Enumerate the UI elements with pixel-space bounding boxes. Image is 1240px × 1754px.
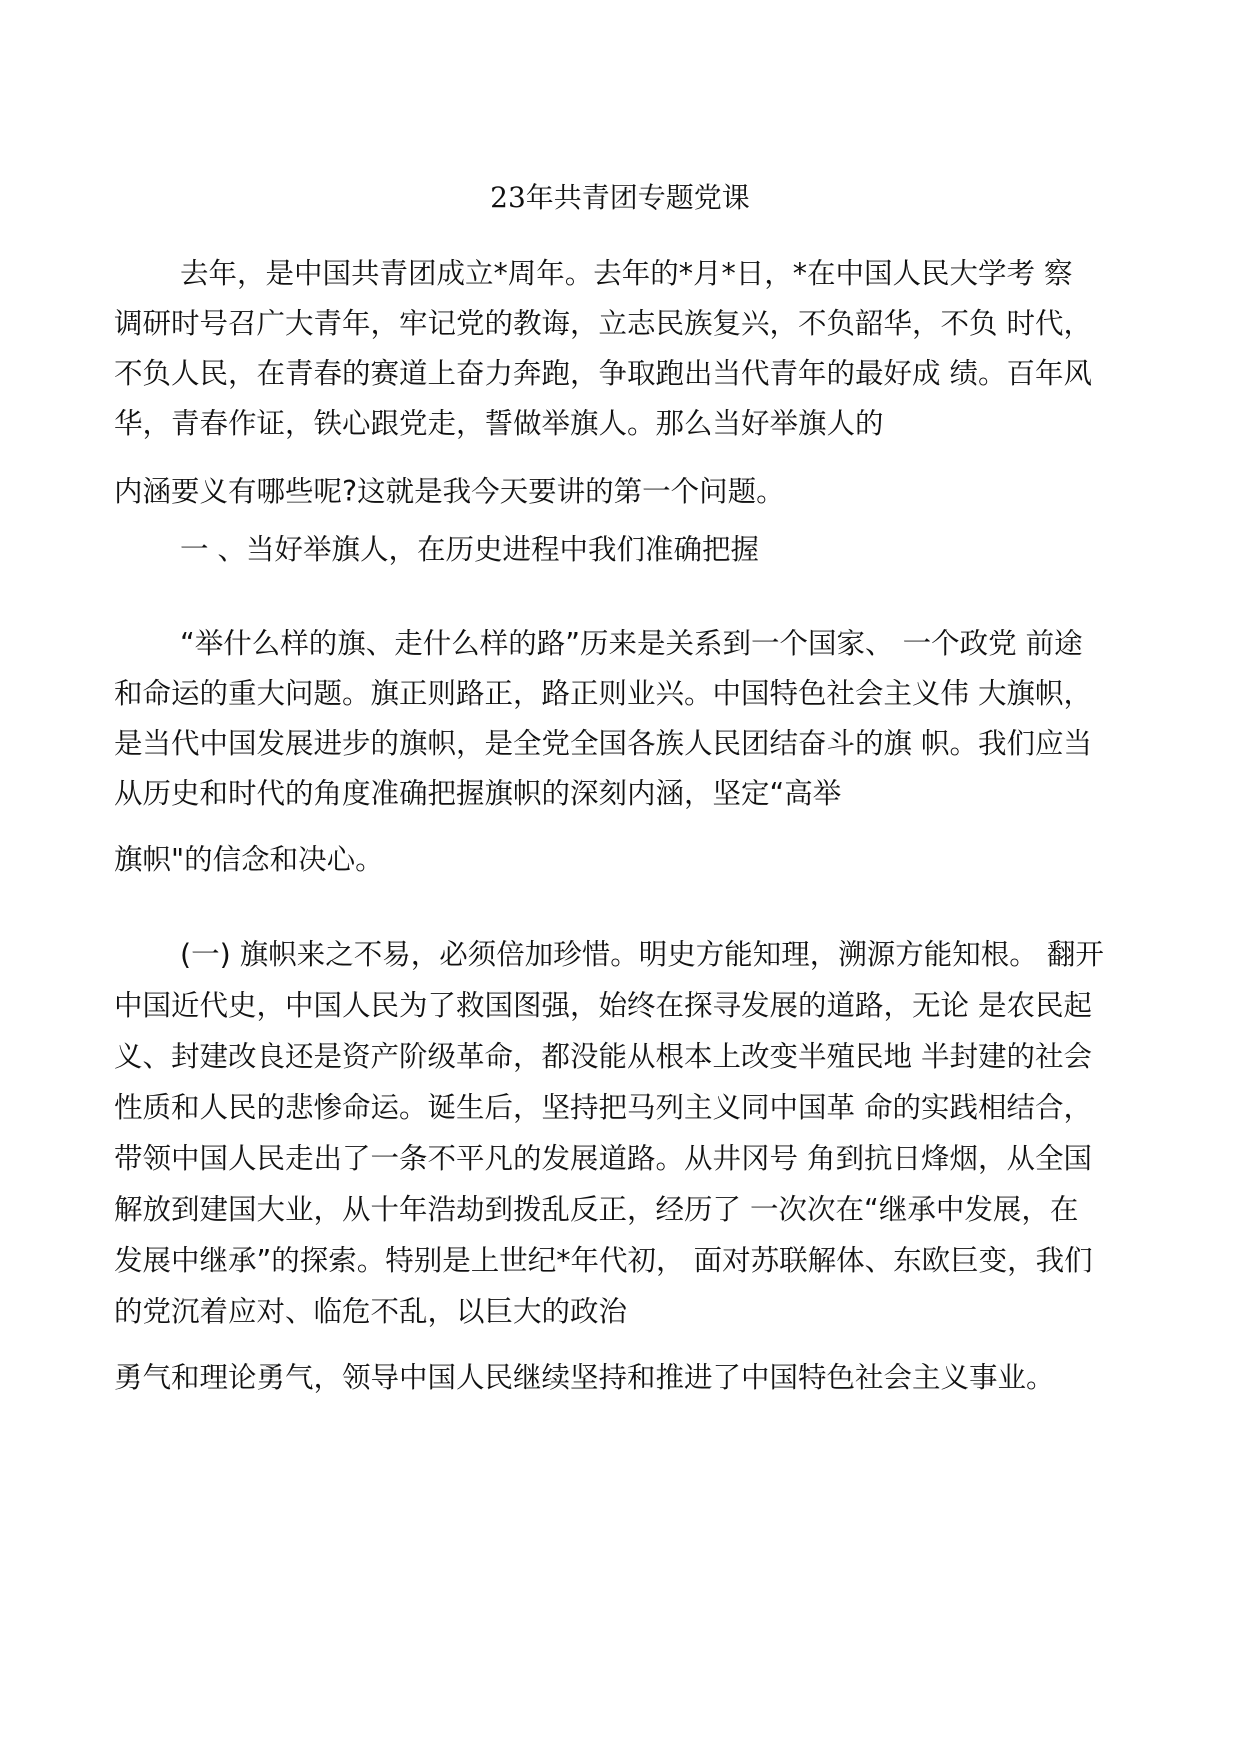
paragraph-5-line-5: 带领中国人民走出了一条不平凡的发展道路。从井冈号 角到抗日烽烟，从全国 [114, 1142, 1093, 1175]
paragraph-5-line-3: 义、封建改良还是资产阶级革命，都没能从根本上改变半殖民地 半封建的社会 [114, 1040, 1093, 1073]
paragraph-3-line-1: “举什么样的旗、走什么样的路”历来是关系到一个国家、 一个政党 前途 [180, 627, 1083, 660]
paragraph-5-line-8: 的党沉着应对、临危不乱，以巨大的政治 [114, 1295, 628, 1328]
paragraph-5-line-1: (一) 旗帜来之不易，必须倍加珍惜。明史方能知理，溯源方能知根。 翻开 [180, 938, 1104, 971]
paragraph-1-line-1: 去年，是中国共青团成立*周年。去年的*月*日，*在中国人民大学考 察 [180, 257, 1073, 290]
section-heading-1: 一 、当好举旗人，在历史进程中我们准确把握 [180, 533, 760, 566]
paragraph-3-line-3: 是当代中国发展进步的旗帜，是全党全国各族人民团结奋斗的旗 帜。我们应当 [114, 727, 1093, 760]
paragraph-1-line-4: 华，青春作证，铁心跟党走，誓做举旗人。那么当好举旗人的 [114, 407, 884, 440]
paragraph-3-line-2: 和命运的重大问题。旗正则路正，路正则业兴。中国特色社会主义伟 大旗帜， [114, 677, 1093, 710]
paragraph-3-line-4: 从历史和时代的角度准确把握旗帜的深刻内涵，坚定“高举 [114, 777, 842, 810]
document-title: 23年共青团专题党课 [490, 181, 750, 214]
paragraph-6-line-1: 勇气和理论勇气，领导中国人民继续坚持和推进了中国特色社会主义事业。 [114, 1361, 1055, 1394]
paragraph-5-line-4: 性质和人民的悲惨命运。诞生后，坚持把马列主义同中国革 命的实践相结合， [114, 1091, 1093, 1124]
paragraph-1-line-3: 不负人民，在青春的赛道上奋力奔跑，争取跑出当代青年的最好成 绩。百年风 [114, 357, 1093, 390]
paragraph-1-line-2: 调研时号召广大青年，牢记党的教诲，立志民族复兴，不负韶华，不负 时代， [114, 307, 1093, 340]
paragraph-5-line-7: 发展中继承”的探索。特别是上世纪*年代初， 面对苏联解体、东欧巨变，我们 [114, 1244, 1093, 1277]
paragraph-5-line-2: 中国近代史，中国人民为了救国图强，始终在探寻发展的道路，无论 是农民起 [114, 989, 1093, 1022]
paragraph-2-line-1: 内涵要义有哪些呢?这就是我今天要讲的第一个问题。 [114, 475, 785, 508]
paragraph-4-line-1: 旗帜"的信念和决心。 [114, 843, 384, 876]
paragraph-5-line-6: 解放到建国大业，从十年浩劫到拨乱反正，经历了 一次次在“继承中发展，在 [114, 1193, 1079, 1226]
